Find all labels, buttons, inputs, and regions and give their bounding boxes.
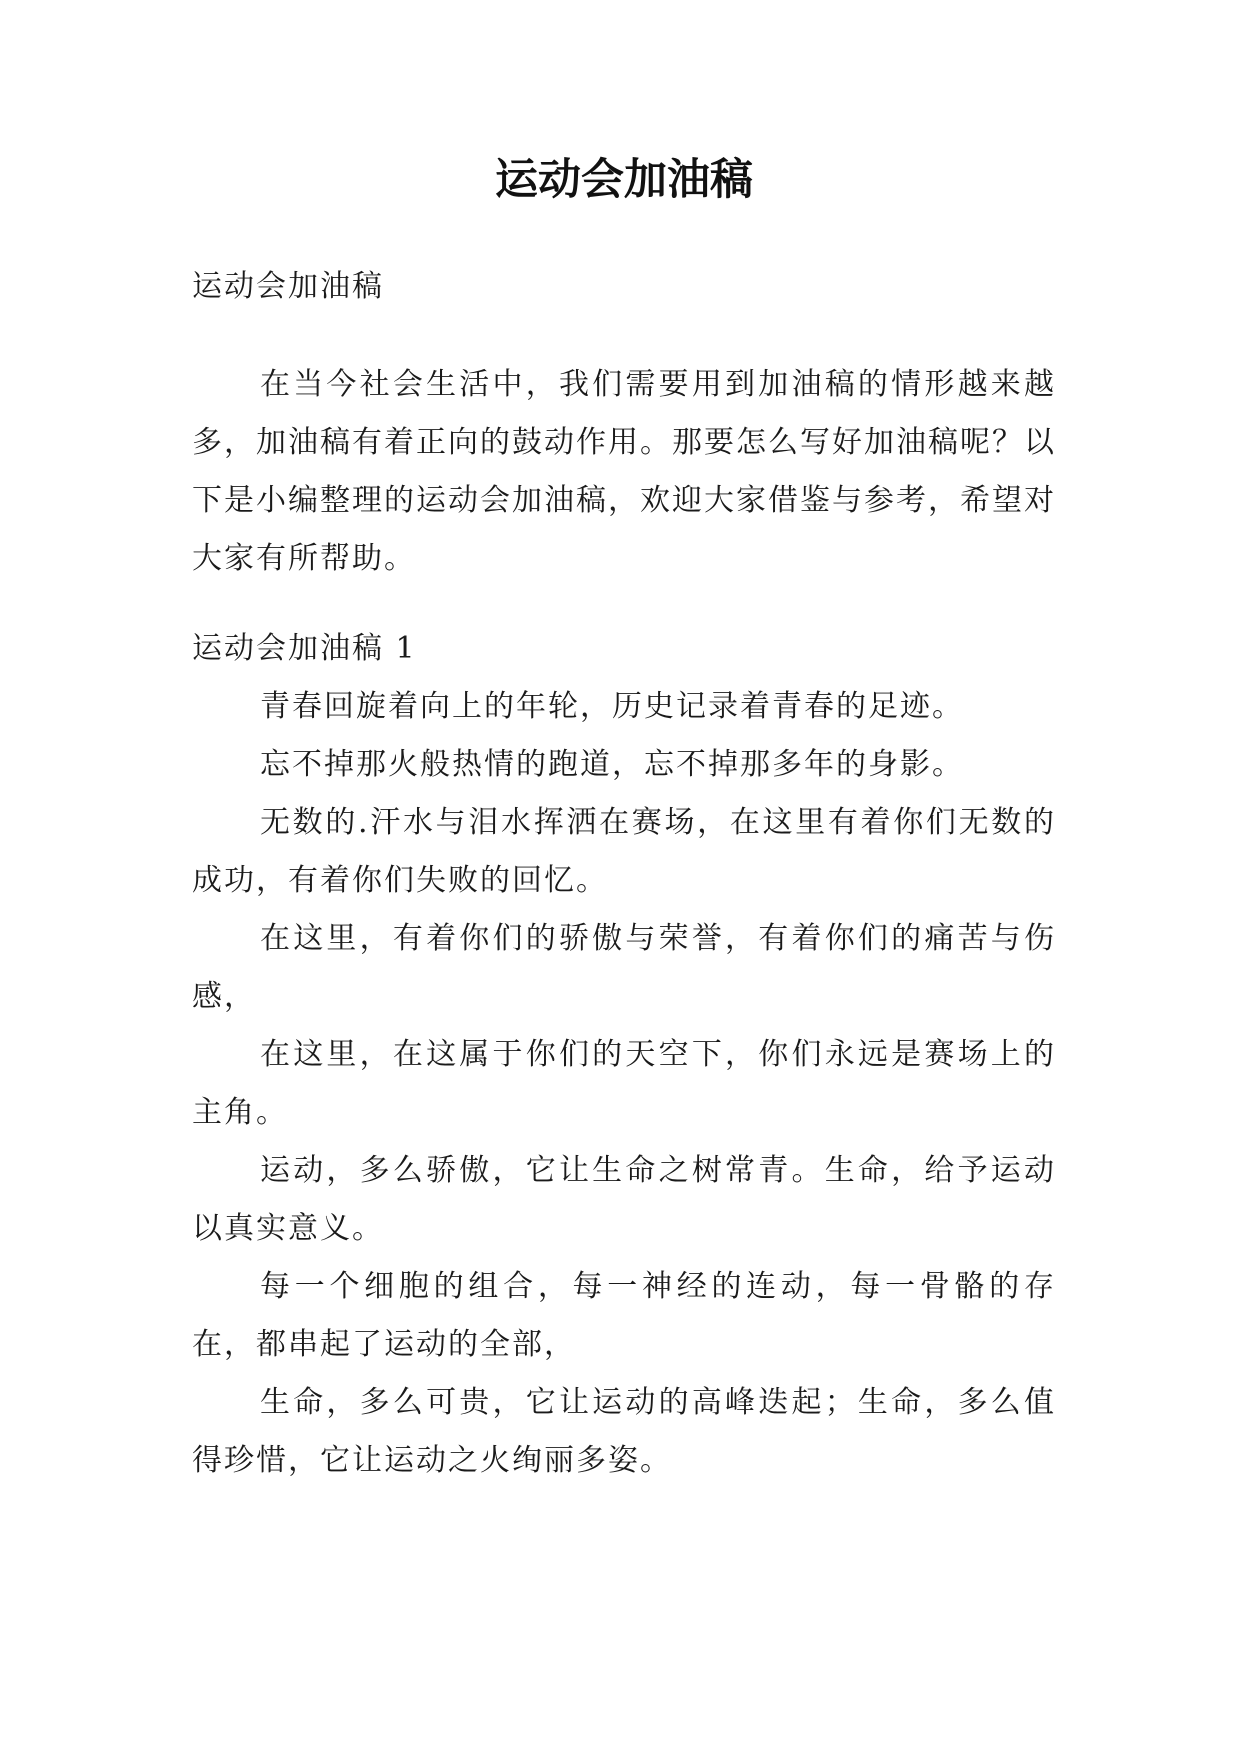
body-paragraph: 在这里，有着你们的骄傲与荣誉，有着你们的痛苦与伤感， (192, 921, 1056, 1014)
intro-block (192, 356, 1056, 588)
body-paragraph: 忘不掉那火般热情的跑道，忘不掉那多年的身影。 (260, 747, 964, 782)
intro-paragraph: 在当今社会生活中，我们需要用到加油稿的情形越来越多，加油稿有着正向的鼓动作用。那要怎么写好加油稿呢？以下是小编整理的运动会加油稿，欢迎大家借鉴与参考，希望对大家有所帮助。 (192, 367, 1056, 576)
body-paragraph: 无数的.汗水与泪水挥洒在赛场，在这里有着你们无数的成功，有着你们失败的回忆。 (192, 805, 1056, 898)
body-paragraph: 在这里，在这属于你们的天空下，你们永远是赛场上的主角。 (192, 1037, 1056, 1130)
body-paragraph: 生命，多么可贵，它让运动的高峰迭起；生命，多么值得珍惜，它让运动之火绚丽多姿。 (192, 1385, 1056, 1478)
body-paragraph: 青春回旋着向上的年轮，历史记录着青春的足迹。 (260, 689, 964, 724)
body-paragraph: 运动，多么骄傲，它让生命之树常青。生命，给予运动以真实意义。 (192, 1153, 1056, 1246)
document-subtitle: 运动会加油稿 (192, 269, 384, 304)
body-paragraph: 每一个细胞的组合，每一神经的连动，每一骨骼的存在，都串起了运动的全部， (192, 1269, 1056, 1362)
document-title: 运动会加油稿 (495, 155, 753, 205)
section-heading: 运动会加油稿 1 (192, 631, 417, 666)
subtitle-block (192, 258, 1056, 316)
section-1 (192, 620, 1056, 1490)
